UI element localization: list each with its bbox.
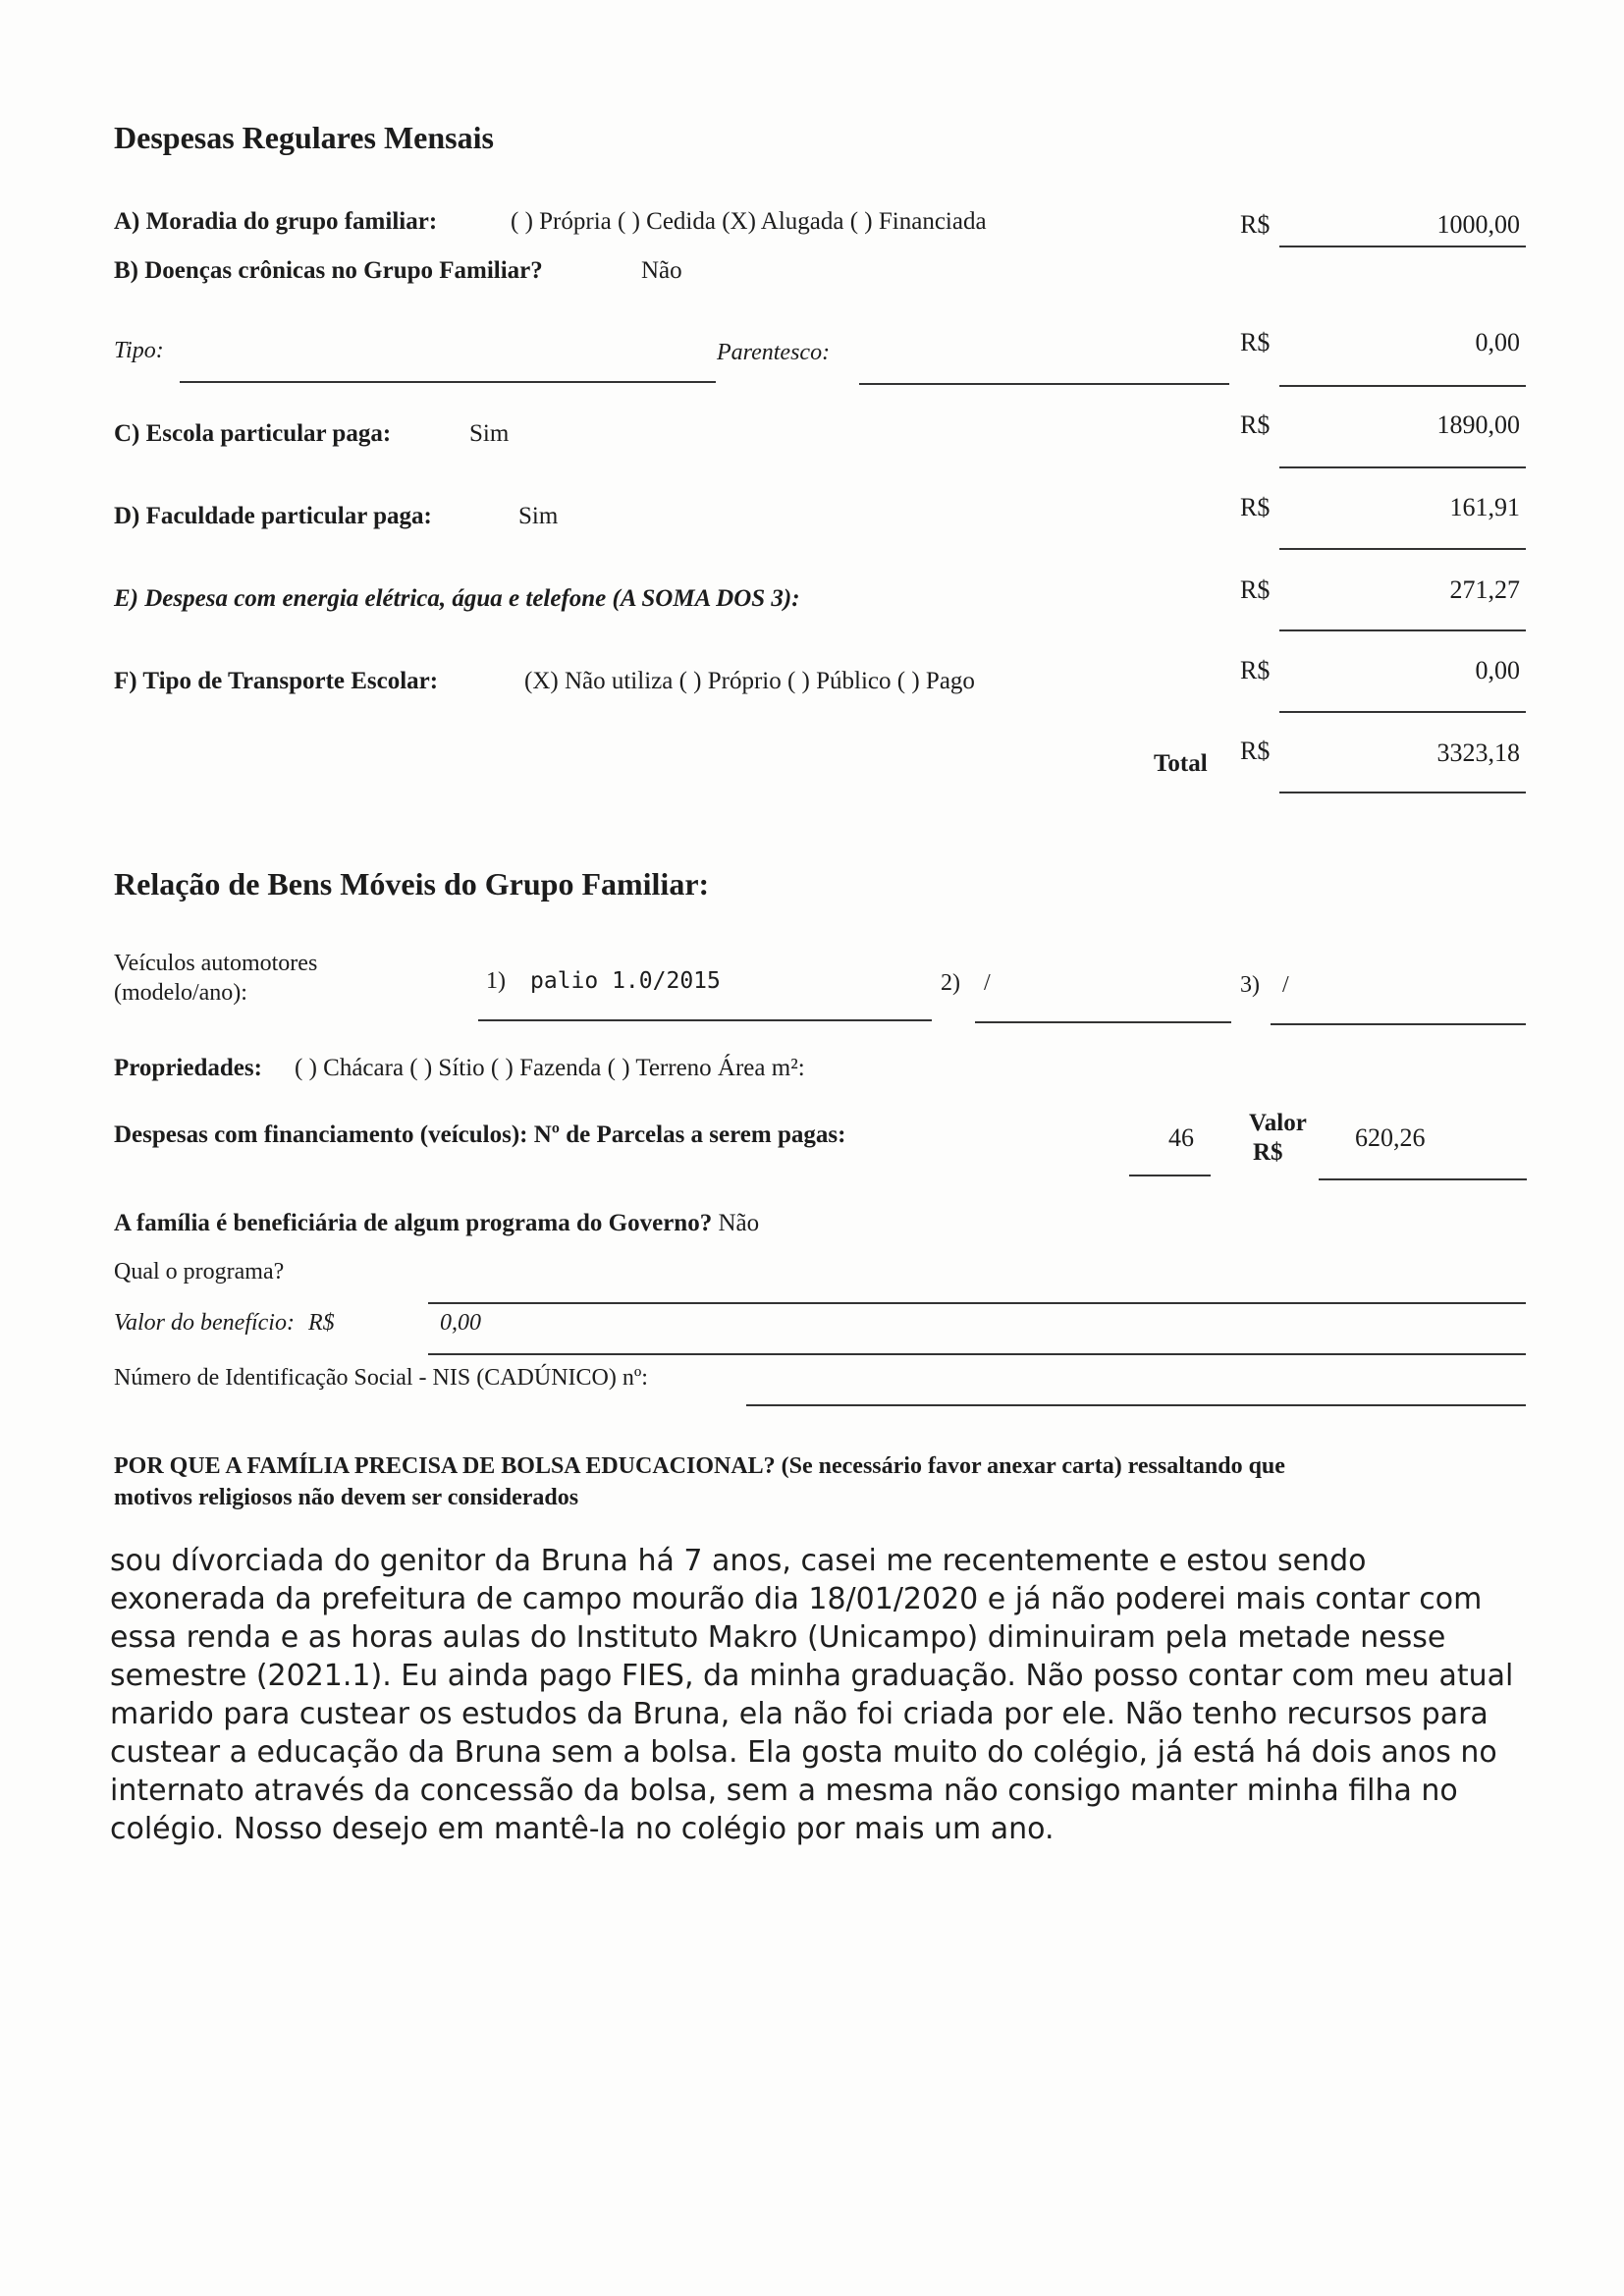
veiculo-1-line — [478, 1019, 932, 1021]
veiculo-2-line — [975, 1021, 1231, 1023]
beneficio-row — [114, 1310, 335, 1337]
nis-label: Número de Identificação Social - NIS (CADÚNICO) nº: — [114, 1365, 648, 1391]
programa-governo-question: A família é beneficiária de algum programa do Governo? — [114, 1210, 713, 1236]
veiculos-label-line1: Veículos automotores — [114, 951, 318, 976]
total-value-line — [1279, 792, 1526, 793]
faculdade-value: 161,91 — [1449, 493, 1520, 521]
beneficio-line — [428, 1353, 1526, 1355]
veiculo-3-number: 3) — [1240, 972, 1260, 998]
moradia-label: A) Moradia do grupo familiar: — [114, 208, 438, 235]
energia-label: E) Despesa com energia elétrica, água e telefone (A SOMA DOS 3): — [114, 585, 800, 612]
veiculo-3-line — [1271, 1023, 1526, 1025]
escola-answer: Sim — [469, 420, 510, 447]
total-label: Total — [1154, 750, 1208, 777]
parentesco-line — [859, 383, 1229, 385]
propriedades-options: ( ) Chácara ( ) Sítio ( ) Fazenda ( ) Terreno Área m²: — [295, 1055, 805, 1081]
faculdade-answer: Sim — [518, 503, 559, 529]
financiamento-value-line — [1319, 1178, 1527, 1180]
financiamento-label: Despesas com financiamento (veículos): Nº de Parcelas a serem pagas: — [114, 1121, 846, 1148]
energia-value: 271,27 — [1449, 575, 1520, 604]
qual-programa-label: Qual o programa? — [114, 1259, 285, 1285]
beneficio-value: 0,00 — [440, 1310, 481, 1336]
moradia-options: ( ) Própria ( ) Cedida (X) Alugada ( ) Financiada — [511, 208, 987, 235]
energia-currency: R$ — [1240, 575, 1271, 604]
bolsa-question-line1: POR QUE A FAMÍLIA PRECISA DE BOLSA EDUCACIONAL? (Se necessário favor anexar carta) ressaltando que — [114, 1453, 1285, 1479]
tipo-currency: R$ — [1240, 328, 1271, 356]
escola-value: 1890,00 — [1436, 410, 1520, 439]
tipo-line — [180, 381, 716, 383]
moradia-value-line — [1279, 246, 1526, 247]
total-value: 3323,18 — [1436, 738, 1520, 767]
moradia-value: 1000,00 — [1436, 210, 1520, 239]
tipo-value: 0,00 — [1475, 328, 1520, 356]
faculdade-currency: R$ — [1240, 493, 1271, 521]
parcelas-line — [1129, 1175, 1211, 1176]
section-title-bens: Relação de Bens Móveis do Grupo Familiar: — [114, 866, 710, 902]
veiculos-label-line2: (modelo/ano): — [114, 980, 247, 1006]
financiamento-currency: R$ — [1253, 1139, 1283, 1166]
qual-programa-line — [428, 1302, 1526, 1304]
transporte-currency: R$ — [1240, 656, 1271, 684]
veiculo-2-number: 2) — [941, 970, 960, 996]
bolsa-justification-text: sou dívorciada do genitor da Bruna há 7 anos, casei me recentemente e estou sendo exonerada da prefeitura de campo mourão dia 18/01/2020 e já não poderei mais contar com essa renda e as horas aulas do Instituto Makro (Unicampo) diminuiram pela metade nesse semestre (2021.1). Eu ainda pago FIES, da minha graduação. Não posso contar com meu atual marido para custear os estudos da Bruna, ela não foi criada por ele. Não tenho recursos para custear a educação da Bruna sem a bolsa. Ela gosta muito do colégio, já está há dois anos no internato através da concessão da bolsa, sem a mesma não consigo manter minha filha no colégio. Nosso desejo em mantê-la no colégio por mais um ano. — [110, 1544, 1514, 1846]
beneficio-currency: R$ — [307, 1310, 335, 1336]
energia-value-line — [1279, 629, 1526, 631]
parcelas-value: 46 — [1168, 1123, 1194, 1152]
doencas-label: B) Doenças crônicas no Grupo Familiar? — [114, 257, 543, 284]
moradia-currency: R$ — [1240, 210, 1271, 239]
escola-label: C) Escola particular paga: — [114, 420, 392, 447]
escola-currency: R$ — [1240, 410, 1271, 439]
beneficio-label: Valor do benefício: — [114, 1310, 295, 1336]
propriedades-label: Propriedades: — [114, 1055, 262, 1081]
faculdade-label: D) Faculdade particular paga: — [114, 503, 432, 529]
nis-line — [746, 1404, 1526, 1406]
tipo-label: Tipo: — [114, 338, 164, 363]
doencas-answer: Não — [641, 257, 682, 284]
transporte-value-line — [1279, 711, 1526, 713]
transporte-value: 0,00 — [1475, 656, 1520, 684]
programa-governo-row — [114, 1210, 759, 1237]
transporte-label: F) Tipo de Transporte Escolar: — [114, 668, 439, 694]
veiculo-3-value: / — [1282, 972, 1289, 998]
transporte-options: (X) Não utiliza ( ) Próprio ( ) Público ( ) Pago — [524, 668, 975, 694]
escola-value-line — [1279, 466, 1526, 468]
veiculo-2-value: / — [984, 970, 991, 996]
tipo-value-line — [1279, 385, 1526, 387]
veiculo-1-number: 1) — [486, 968, 506, 994]
parentesco-label: Parentesco: — [717, 340, 831, 365]
financiamento-valor-label: Valor — [1249, 1110, 1307, 1136]
bolsa-question-line2: motivos religiosos não devem ser considerados — [114, 1485, 579, 1510]
veiculo-1-value: palio 1.0/2015 — [530, 968, 721, 994]
programa-governo-answer: Não — [718, 1210, 760, 1236]
section-title-despesas: Despesas Regulares Mensais — [114, 120, 494, 155]
financiamento-value: 620,26 — [1355, 1123, 1426, 1152]
total-currency: R$ — [1240, 737, 1271, 765]
faculdade-value-line — [1279, 548, 1526, 550]
